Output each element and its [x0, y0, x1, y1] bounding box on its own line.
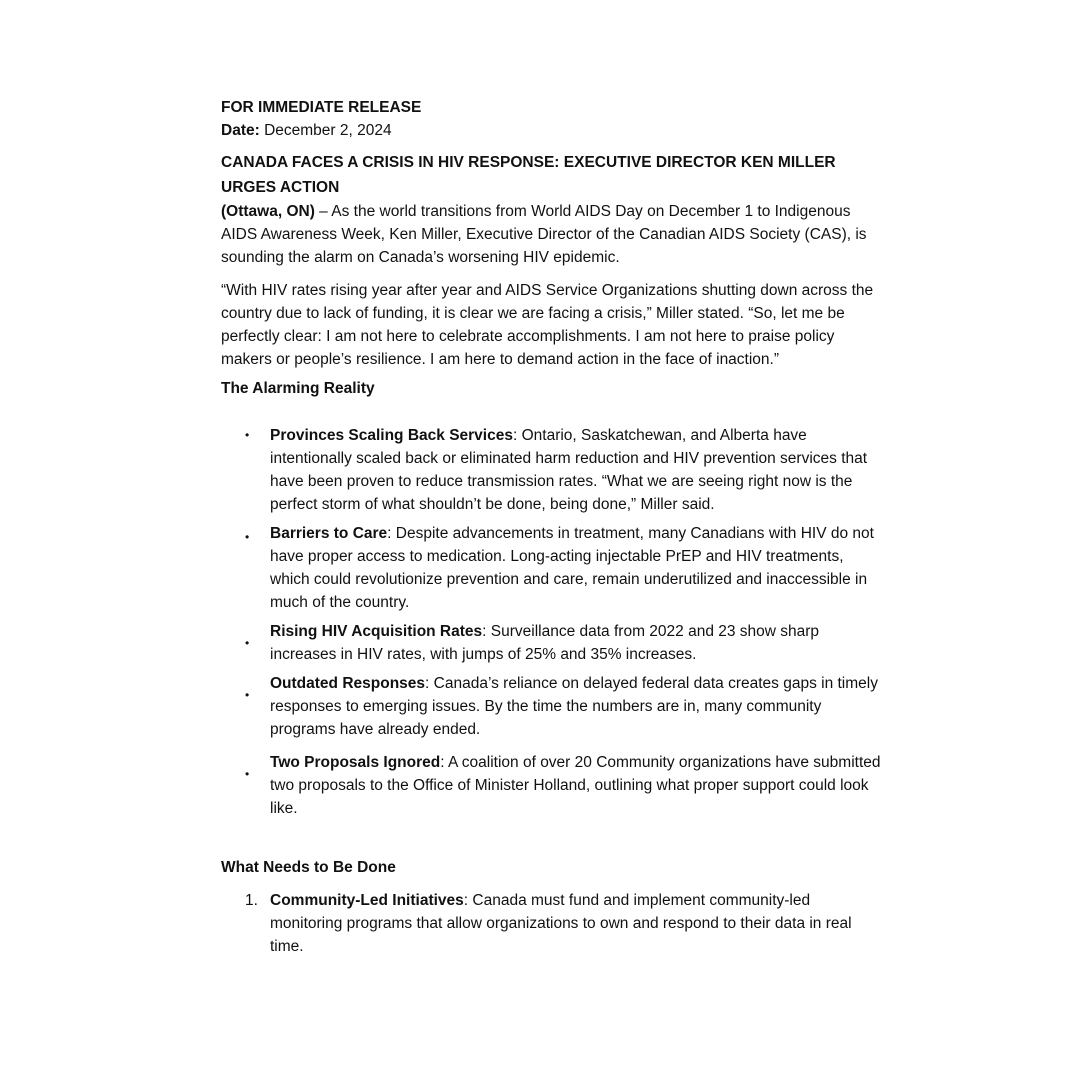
intro-location: (Ottawa, ON): [221, 203, 315, 220]
bullet-icon: •: [245, 428, 250, 442]
reality-bullet-list: [221, 424, 883, 820]
press-release-document: [221, 96, 883, 958]
bullet-icon: •: [245, 767, 250, 781]
needs-numbered-list: [221, 889, 883, 958]
bullet-icon: •: [245, 530, 250, 544]
list-item-title: Provinces Scaling Back Services: [270, 427, 513, 444]
section-title-needs: What Needs to Be Done: [221, 859, 396, 876]
section-title-reality: The Alarming Reality: [221, 380, 375, 397]
intro-text: – As the world transitions from World AIDS Day on December 1 to Indigenous AIDS Awareness Week, Ken Miller, Executive Director of the Canadian AIDS Society (CAS), is sounding the alarm on Canada’s worsening HIV epidemic.: [221, 203, 867, 266]
intro-paragraph: [221, 200, 883, 269]
list-item-title: Rising HIV Acquisition Rates: [270, 623, 483, 640]
list-item: [221, 522, 883, 614]
list-item-title: Outdated Responses: [270, 675, 426, 692]
bullet-icon: •: [245, 688, 250, 702]
list-item-text: : Ontario, Saskatchewan, and Alberta have intentionally scaled back or eliminated harm reduction and HIV prevention services that have been proven to reduce transmission rates. “What we are seeing right now is the perfect storm of what shouldn’t be done, being done,” Miller said.: [270, 427, 868, 513]
list-item: [221, 889, 883, 958]
date-line: [221, 119, 883, 142]
list-item-title: Barriers to Care: [270, 525, 388, 542]
list-item-title: Two Proposals Ignored: [270, 754, 441, 771]
date-label: Date:: [221, 122, 260, 139]
list-item-text: : Despite advancements in treatment, many Canadians with HIV do not have proper access to medication. Long-acting injectable PrEP and HIV treatments, which could revolutionize prevention and care, remain underutilized and inaccessible in much of the country.: [270, 525, 874, 611]
headline: CANADA FACES A CRISIS IN HIV RESPONSE: EXECUTIVE DIRECTOR KEN MILLER URGES ACTION: [221, 154, 836, 196]
list-item: [221, 620, 883, 666]
date-value: December 2, 2024: [264, 122, 392, 139]
list-item-text: : Canada must fund and implement community-led monitoring programs that allow organizations to own and respond to their data in real time.: [270, 892, 852, 955]
quote-paragraph: “With HIV rates rising year after year and AIDS Service Organizations shutting down across the country due to lack of funding, it is clear we are facing a crisis,” Miller stated. “So, let me be perfectly clear: I am not here to celebrate accomplishments. I am not here to praise policy makers or people’s resilience. I am here to demand action in the face of inaction.”: [221, 282, 874, 368]
list-number: 1.: [245, 892, 258, 909]
list-item-text: : Surveillance data from 2022 and 23 show sharp increases in HIV rates, with jumps of 25% and 35% increases.: [270, 623, 820, 663]
release-label: FOR IMMEDIATE RELEASE: [221, 99, 422, 116]
list-item: [221, 751, 883, 820]
list-item-text: : Canada’s reliance on delayed federal data creates gaps in timely responses to emerging issues. By the time the numbers are in, many community programs have already ended.: [270, 675, 878, 738]
list-item-title: Community-Led Initiatives: [270, 892, 464, 909]
list-item: [221, 424, 883, 516]
bullet-icon: •: [245, 636, 250, 650]
list-item-text: : A coalition of over 20 Community organizations have submitted two proposals to the Office of Minister Holland, outlining what proper support could look like.: [270, 754, 881, 817]
list-item: [221, 672, 883, 741]
